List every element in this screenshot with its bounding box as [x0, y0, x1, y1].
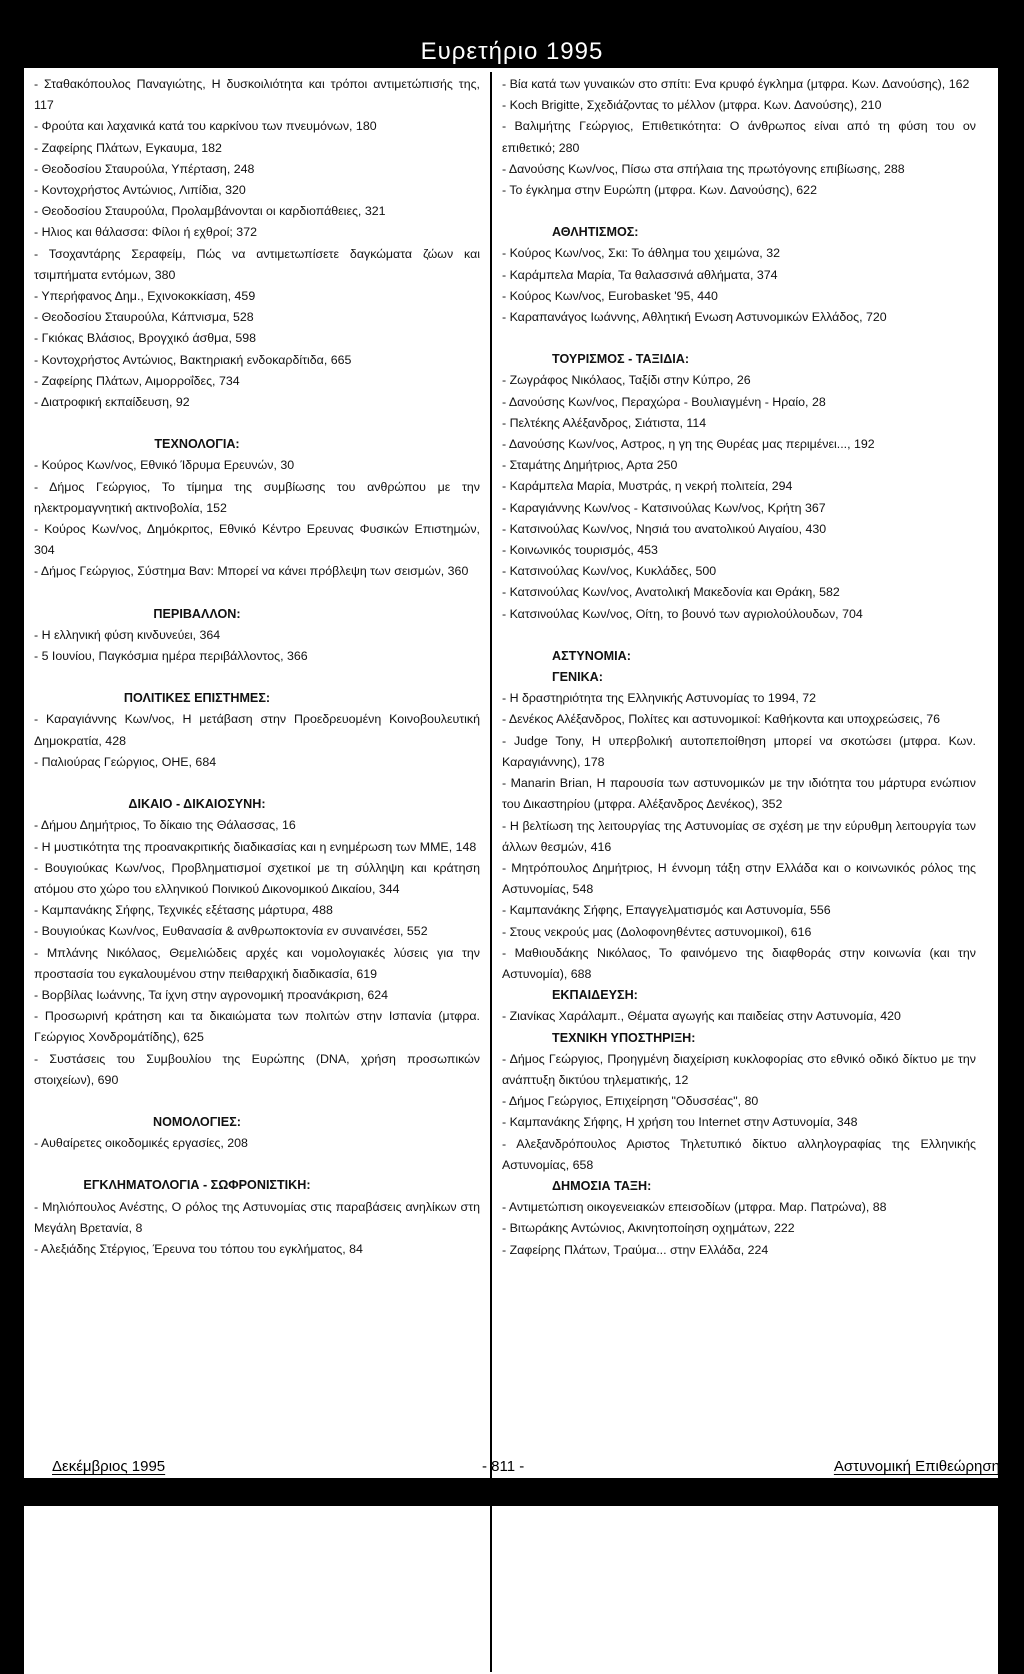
- heading-law-justice: ΔΙΚΑΙΟ - ΔΙΚΑΙΟΣΥΝΗ:: [128, 797, 266, 812]
- index-entry: - Κατσινούλας Κων/νος, Οίτη, το βουνό των αγριολούλουδων, 704: [502, 606, 863, 621]
- index-entry: - Κοντοχρήστος Αντώνιος, Λιπίδια, 320: [34, 183, 246, 198]
- index-entry: - Κούρος Κων/νος, Εθνικό Ίδρυμα Ερευνών, 30: [34, 458, 295, 473]
- index-entry: - Σταμάτης Δημήτριος, Αρτα 250: [502, 458, 678, 473]
- index-entry: - Καμπανάκης Σήφης, Τεχνικές εξέτασης μάρτυρα, 488: [34, 903, 333, 918]
- index-entry: - Θεοδοσίου Σταυρούλα, Κάπνισμα, 528: [34, 310, 254, 325]
- index-entry: - Καραπανάγος Ιωάννης, Αθλητική Ενωση Αστυνομικών Ελλάδος, 720: [502, 310, 887, 325]
- index-entry: - Koch Brigitte, Σχεδιάζοντας το μέλλον (μτφρα. Κων. Δανούσης), 210: [502, 98, 882, 113]
- index-entry: - Η βελτίωση της λειτουργίας της Αστυνομίας σε σχέση με την εύρυθμη λειτουργία των άλλων θεσμών, 416: [502, 818, 976, 854]
- index-content: [24, 68, 998, 1674]
- index-entry: - Συστάσεις του Συμβουλίου της Ευρώπης (DNA, χρήση προσωπικών στοιχείων), 690: [34, 1051, 480, 1087]
- heading-technical-support: ΤΕΧΝΙΚΗ ΥΠΟΣΤΗΡΙΞΗ:: [552, 1030, 696, 1045]
- index-entry: - Δήμος Γεώργιος, Σύστημα Βαν: Μπορεί να κάνει πρόβλεψη των σεισμών, 360: [34, 564, 469, 579]
- index-entry: - Το έγκλημα στην Ευρώπη (μτφρα. Κων. Δανούσης), 622: [502, 183, 817, 198]
- index-entry: - Δανούσης Κων/νος, Αστρος, η γη της Θυρέας μας περιμένει..., 192: [502, 437, 875, 452]
- index-entry: - Βιτωράκης Αντώνιος, Ακινητοποίηση οχημάτων, 222: [502, 1221, 795, 1236]
- index-entry: - Καράμπελα Μαρία, Μυστράς, η νεκρή πολιτεία, 294: [502, 479, 793, 494]
- index-entry: - Υπερήφανος Δημ., Εχινοκοκκίαση, 459: [34, 289, 256, 304]
- index-entry: - Η μυστικότητα της προανακριτικής διαδικασίας και η ενημέρωση των ΜΜΕ, 148: [34, 839, 477, 854]
- index-entry: - Προσωρινή κράτηση και τα δικαιώματα των πολιτών στην Ισπανία (μτφρα. Γεώργιος Χονδρομάτίδης), 625: [34, 1009, 480, 1045]
- index-entry: - Ηλιος και θάλασσα: Φίλοι ή εχθροί; 372: [34, 225, 257, 240]
- index-entry: - Βαλιμήτης Γεώργιος, Επιθετικότητα: Ο άνθρωπος είναι από τη φύση του ον επιθετικό; 280: [502, 119, 976, 155]
- left-column: [34, 74, 480, 1260]
- footer-journal: Αστυνομική Επιθεώρηση: [833, 1458, 1000, 1475]
- index-entry: - Καμπανάκης Σήφης, Η χρήση του Internet στην Αστυνομία, 348: [502, 1115, 858, 1130]
- index-entry: - Στους νεκρούς μας (Δολοφονηθέντες αστυνομικοί), 616: [502, 924, 812, 939]
- entry-group-technical-support: [502, 1049, 976, 1176]
- right-column: [502, 74, 976, 1261]
- index-entry: - Ζιανίκας Χαράλαμπ., Θέματα αγωγής και παιδείας στην Αστυνομία, 420: [502, 1009, 901, 1024]
- entry-group-education: [502, 1006, 976, 1027]
- index-entry: - Η δραστηριότητα της Ελληνικής Αστυνομίας το 1994, 72: [502, 691, 817, 706]
- index-entry: - Γκιόκας Βλάσιος, Βρογχικό άσθμα, 598: [34, 331, 257, 346]
- index-entry: - Κατσινούλας Κων/νος, Κυκλάδες, 500: [502, 564, 717, 579]
- entry-group-environment: [34, 625, 480, 667]
- index-entry: - Καράμπελα Μαρία, Τα θαλασσινά αθλήματα, 374: [502, 267, 778, 282]
- index-entry: - Δήμος Γεώργιος, Επιχείρηση "Οδυσσέας", 80: [502, 1094, 759, 1109]
- index-entry: - Δανούσης Κων/νος, Πίσω στα σπήλαια της πρωτόγονης επιβίωσης, 288: [502, 161, 905, 176]
- entry-group-criminology: [34, 1197, 480, 1261]
- entry-group-political-sciences: [34, 709, 480, 773]
- index-entry: - Καραγιάννης Κων/νος, Η μετάβαση στην Προεδρευομένη Κοινοβουλευτική Δημοκρατία, 428: [34, 712, 480, 748]
- index-entry: - Δανούσης Κων/νος, Περαχώρα - Βουλιαγμένη - Ηραίο, 28: [502, 394, 826, 409]
- index-entry: - Δήμου Δημήτριος, Το δίκαιο της Θάλασσας, 16: [34, 818, 296, 833]
- index-entry: - Δενέκος Αλέξανδρος, Πολίτες και αστυνομικοί: Καθήκοντα και υποχρεώσεις, 76: [502, 712, 941, 727]
- index-entry: - Μητρόπουλος Δημήτριος, Η έννομη τάξη στην Ελλάδα και ο κοινωνικός ρόλος της Αστυνομίας, 548: [502, 860, 976, 897]
- heading-sports: ΑΘΛΗΤΙΣΜΟΣ:: [552, 225, 639, 240]
- index-entry: - Καμπανάκης Σήφης, Επαγγελματισμός και Αστυνομία, 556: [502, 903, 831, 918]
- heading-education: ΕΚΠΑΙΔΕΥΣΗ:: [552, 988, 638, 1003]
- entry-group-case-law: [34, 1133, 480, 1154]
- index-entry: - Αυθαίρετες οικοδομικές εργασίες, 208: [34, 1136, 248, 1151]
- index-entry: - Κούρος Κων/νος, Δημόκριτος, Εθνικό Κέντρο Ερευνας Φυσικών Επιστημών, 304: [34, 522, 480, 558]
- index-entry: - Κοινωνικός τουρισμός, 453: [502, 543, 658, 558]
- index-entry: - Κατσινούλας Κων/νος, Ανατολική Μακεδονία και Θράκη, 582: [502, 585, 840, 600]
- index-entry: - Βουγιούκας Κων/νος, Προβληματισμοί σχετικοί με τη σύλληψη και κράτηση ατόμου στο χώρο του ελληνικού Ποινικού Δικονομικού Δικαίου, 344: [34, 860, 480, 896]
- footer-page-number: - 811 -: [482, 1458, 525, 1475]
- entry-group-health: [34, 74, 480, 413]
- index-entry: - Δήμος Γεώργιος, Προηγμένη διαχείριση κυκλοφορίας στο εθνικό οδικό δίκτυο με την ανάπτυξη δικτύου τηλεματικής, 12: [502, 1051, 976, 1087]
- index-entry: - Ζαφείρης Πλάτων, Εγκαυμα, 182: [34, 140, 222, 155]
- index-entry: - Judge Tony, Η υπερβολική αυτοπεποίθηση μπορεί να σκοτώσει (μτφρα. Κων. Καραγιάννης), 178: [502, 733, 976, 769]
- index-entry: - Καραγιάννης Κων/νος - Κατσινούλας Κων/νος, Κρήτη 367: [502, 500, 826, 515]
- entry-group-technology: [34, 455, 480, 582]
- index-entry: - Ζαφείρης Πλάτων, Τραύμα... στην Ελλάδα, 224: [502, 1242, 769, 1257]
- heading-case-law: ΝΟΜΟΛΟΓΙΕΣ:: [153, 1114, 241, 1129]
- heading-general: ΓΕΝΙΚΑ:: [552, 670, 603, 685]
- index-entry: - Θεοδοσίου Σταυρούλα, Υπέρταση, 248: [34, 161, 255, 176]
- index-entry: - Μηλιόπουλος Ανέστης, Ο ρόλος της Αστυνομίας στις παραβάσεις ανηλίκων στη Μεγάλη Βρετανία, 8: [34, 1199, 480, 1235]
- index-entry: - 5 Ιουνίου, Παγκόσμια ημέρα περιβάλλοντος, 366: [34, 649, 308, 664]
- entry-group-sports: [502, 243, 976, 328]
- index-entry: - Αντιμετώπιση οικογενειακών επεισοδίων (μτφρα. Μαρ. Πατρώνα), 88: [502, 1200, 887, 1215]
- index-entry: - Σταθακόπουλος Παναγιώτης, Η δυσκοιλιότητα και τρόποι αντιμετώπισής της, 117: [34, 77, 480, 113]
- heading-tourism: ΤΟΥΡΙΣΜΟΣ - ΤΑΞΙΔΙΑ:: [552, 352, 690, 367]
- heading-criminology: ΕΓΚΛΗΜΑΤΟΛΟΓΙΑ - ΣΩΦΡΟΝΙΣΤΙΚΗ:: [83, 1178, 311, 1193]
- index-entry: - Κούρος Κων/νος, Eurobasket '95, 440: [502, 288, 718, 303]
- index-entry: - Μπλάνης Νικόλαος, Θεμελιώδεις αρχές και νομολογιακές λύσεις για την προστασία του εγκαλουμένου στην πειθαρχική διαδικασία, 619: [34, 945, 480, 981]
- index-entry: - Παλιούρας Γεώργιος, ΟΗΕ, 684: [34, 754, 217, 769]
- entry-group-crime: [502, 74, 976, 201]
- index-entry: - Θεοδοσίου Σταυρούλα, Προλαμβάνονται οι καρδιοπάθειες, 321: [34, 204, 386, 219]
- heading-public-order: ΔΗΜΟΣΙΑ ΤΑΞΗ:: [552, 1178, 652, 1193]
- page-title: Ευρετήριο 1995: [420, 38, 604, 65]
- index-entry: - Αλεξανδρόπουλος Αριστος Τηλετυπικό δίκτυο αλληλογραφίας της Ελληνικής Αστυνομίας, 658: [502, 1136, 976, 1172]
- heading-police: ΑΣΤΥΝΟΜΙΑ:: [552, 648, 631, 663]
- index-entry: - Αλεξιάδης Στέργιος, Έρευνα του τόπου του εγκλήματος, 84: [34, 1241, 363, 1256]
- bottom-margin: [0, 1478, 1024, 1506]
- footer-date: Δεκέμβριος 1995: [52, 1458, 166, 1475]
- index-entry: - Μαθιουδάκης Νικόλαος, Το φαινόμενο της διαφθοράς στην κοινωνία (και την Αστυνομία), 688: [502, 945, 976, 981]
- index-entry: - Κοντοχρήστος Αντώνιος, Βακτηριακή ενδοκαρδίτιδα, 665: [34, 352, 352, 367]
- entry-group-general: [502, 688, 976, 985]
- index-entry: - Ζωγράφος Νικόλαος, Ταξίδι στην Κύπρο, 26: [502, 373, 751, 388]
- index-entry: - Κατσινούλας Κων/νος, Νησιά του ανατολικού Αιγαίου, 430: [502, 521, 827, 536]
- index-entry: - Δήμος Γεώργιος, Το τίμημα της συμβίωσης του ανθρώπου με την ηλεκτρομαγνητική ακτινοβολία, 152: [34, 479, 480, 515]
- index-entry: - Κούρος Κων/νος, Σκι: Το άθλημα του χειμώνα, 32: [502, 246, 780, 261]
- index-entry: - Βορβίλας Ιωάννης, Τα ίχνη στην αγρονομική προανάκριση, 624: [34, 987, 389, 1002]
- index-entry: - Τσοχαντάρης Σεραφείμ, Πώς να αντιμετωπίσετε δαγκώματα ζώων και τσιμπήματα εντόμων, 380: [34, 246, 480, 282]
- index-entry: - Πελτέκης Αλέξανδρος, Σιάτιστα, 114: [502, 415, 707, 430]
- index-entry: - Φρούτα και λαχανικά κατά του καρκίνου των πνευμόνων, 180: [34, 119, 377, 134]
- heading-political-sciences: ΠΟΛΙΤΙΚΕΣ ΕΠΙΣΤΗΜΕΣ:: [123, 691, 271, 706]
- entry-group-public-order: [502, 1197, 976, 1261]
- heading-environment: ΠΕΡΙΒΑΛΛΟΝ:: [153, 606, 241, 621]
- index-entry: - Διατροφική εκπαίδευση, 92: [34, 395, 190, 410]
- entry-group-law-justice: [34, 815, 480, 1091]
- entry-group-tourism: [502, 370, 976, 624]
- column-divider: [490, 72, 492, 1672]
- index-entry: - Η ελληνική φύση κινδυνεύει, 364: [34, 627, 221, 642]
- index-entry: - Βουγιούκας Κων/νος, Ευθανασία & ανθρωποκτονία εν συναινέσει, 552: [34, 924, 428, 939]
- index-entry: - Ζαφείρης Πλάτων, Αιμορροΐδες, 734: [34, 373, 240, 388]
- index-entry: - Βία κατά των γυναικών στο σπίτι: Ενα κρυφό έγκλημα (μτφρα. Κων. Δανούσης), 162: [502, 77, 970, 91]
- heading-technology: ΤΕΧΝΟΛΟΓΙΑ:: [154, 437, 240, 452]
- index-entry: - Manarin Brian, Η παρουσία των αστυνομικών με την ιδιότητα του μάρτυρα ενώπιον του Δικαστηρίου (μτφρα. Αλέξανδρος Δενέκος), 352: [502, 776, 976, 812]
